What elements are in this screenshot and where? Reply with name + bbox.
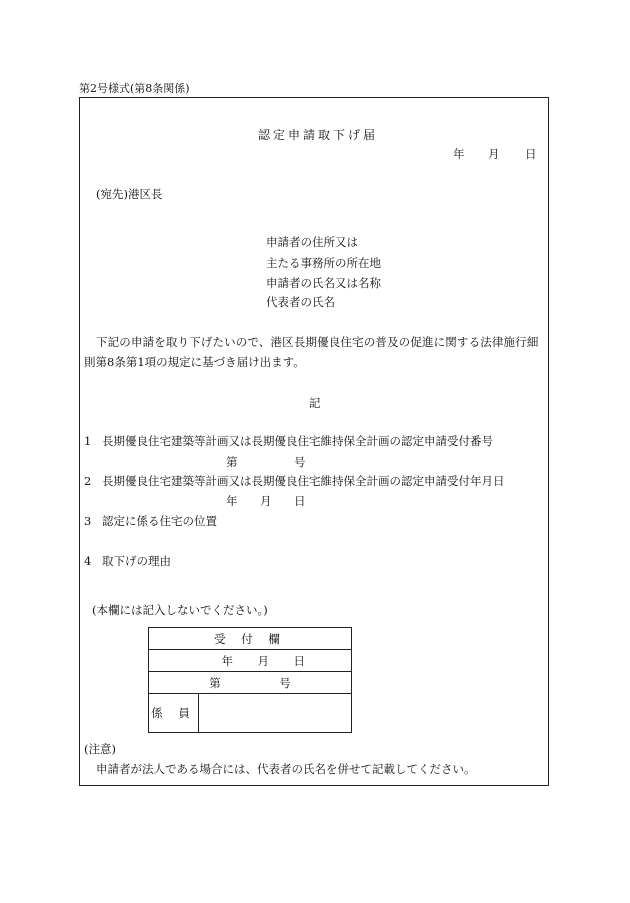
item-2-year: 年 bbox=[226, 494, 238, 508]
body-line-2: 則第8条第1項の規定に基づき届け出ます。 bbox=[84, 355, 305, 369]
date-month: 月 bbox=[488, 147, 500, 161]
item-4-number: 4 bbox=[84, 554, 92, 568]
representative-label: 代表者の氏名 bbox=[266, 295, 335, 309]
receipt-staff-field bbox=[199, 694, 352, 733]
date-day: 日 bbox=[525, 147, 537, 161]
item-1-dai: 第 bbox=[226, 455, 238, 469]
item-2-month: 月 bbox=[260, 494, 272, 508]
applicant-address-label: 申請者の住所又は bbox=[266, 235, 358, 249]
form-number: 第2号様式(第8条関係) bbox=[79, 82, 190, 95]
note-text: 申請者が法人である場合には、代表者の氏名を併せて記載してください。 bbox=[96, 762, 476, 776]
receipt-date-year: 年 bbox=[221, 653, 233, 668]
item-3-text: 認定に係る住宅の位置 bbox=[102, 514, 217, 528]
applicant-name-label: 申請者の氏名又は名称 bbox=[266, 276, 381, 290]
item-1-go: 号 bbox=[294, 455, 306, 469]
item-1-number: 1 bbox=[84, 434, 92, 448]
item-2-day: 日 bbox=[294, 494, 306, 508]
form-title: 認定申請取下げ届 bbox=[258, 128, 379, 142]
receipt-table bbox=[148, 627, 352, 733]
date-year: 年 bbox=[453, 147, 465, 161]
receipt-date-day: 日 bbox=[293, 653, 305, 668]
receipt-number-row bbox=[149, 672, 352, 694]
applicant-office-label: 主たる事務所の所在地 bbox=[266, 256, 381, 270]
receipt-date-month: 月 bbox=[257, 653, 269, 668]
ki-heading: 記 bbox=[309, 396, 321, 410]
item-3-number: 3 bbox=[84, 514, 92, 528]
note-heading: (注意) bbox=[84, 742, 116, 756]
item-2-text: 長期優良住宅建築等計画又は長期優良住宅維持保全計画の認定申請受付年月日 bbox=[102, 474, 505, 488]
receipt-date-row bbox=[149, 650, 352, 672]
item-2-number: 2 bbox=[84, 474, 92, 488]
receipt-dai: 第 bbox=[209, 675, 221, 690]
office-use-note: (本欄には記入しないでください。) bbox=[92, 603, 268, 617]
receipt-staff-label: 係 員 bbox=[149, 694, 199, 733]
receipt-go: 号 bbox=[279, 675, 291, 690]
item-4-text: 取下げの理由 bbox=[102, 554, 171, 568]
body-line-1: 下記の申請を取り下げたいので、港区長期優良住宅の普及の促進に関する法律施行細 bbox=[96, 335, 539, 349]
receipt-header: 受 付 欄 bbox=[149, 628, 352, 650]
addressee: (宛先)港区長 bbox=[96, 187, 163, 201]
item-1-text: 長期優良住宅建築等計画又は長期優良住宅維持保全計画の認定申請受付番号 bbox=[102, 434, 493, 448]
